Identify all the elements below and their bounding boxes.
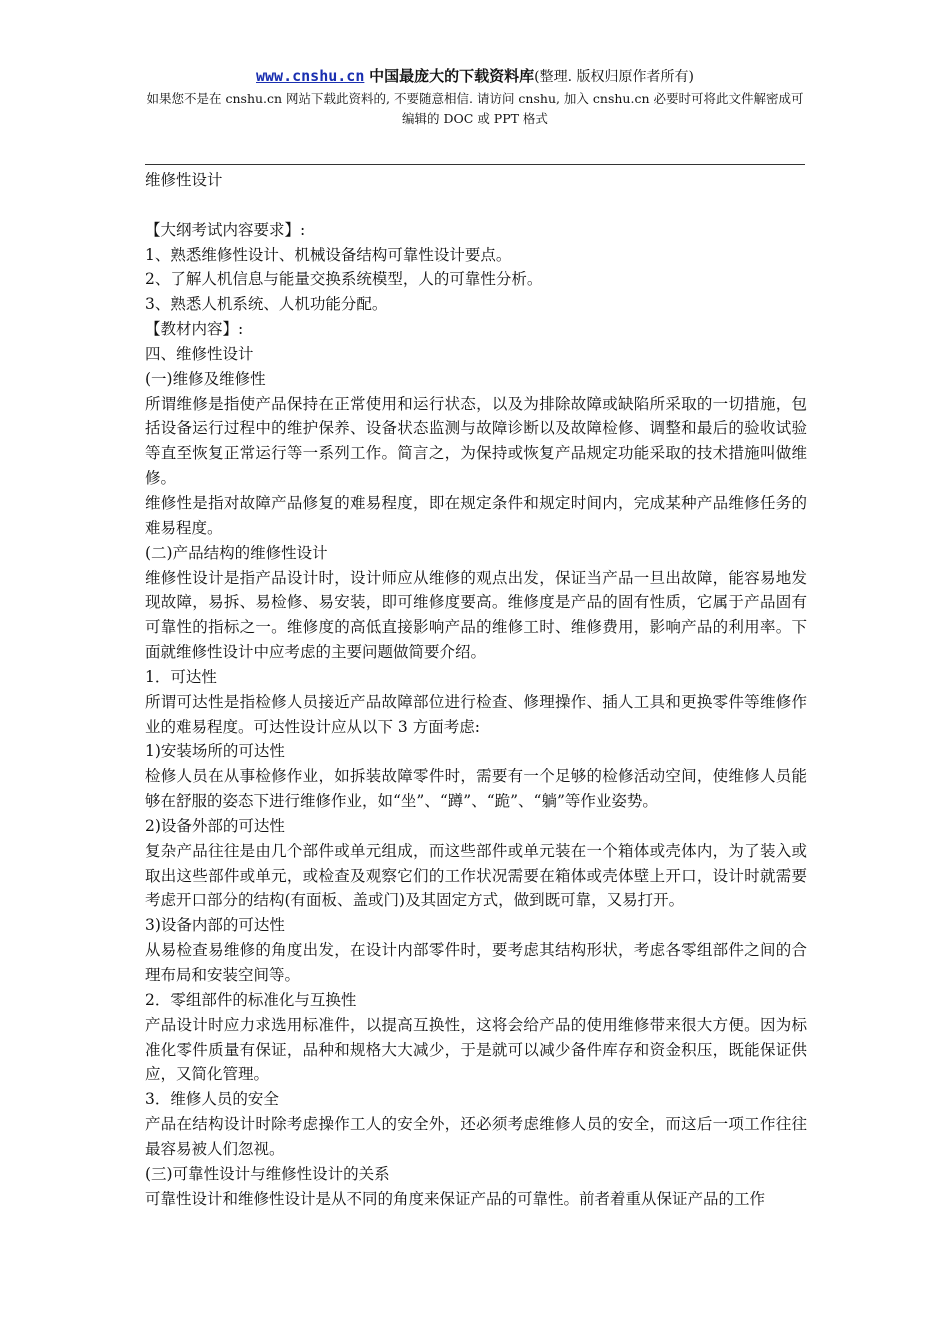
item-heading: 1)安装场所的可达性	[145, 742, 285, 761]
site-name: 中国最庞大的下载资料库	[369, 67, 535, 85]
section-heading: 四、维修性设计	[145, 344, 254, 363]
item-heading: 1．可达性	[145, 667, 217, 686]
paragraph: 检修人员在从事检修作业，如拆装故障零件时，需要有一个足够的检修活动空间，使维修人员能够在舒服的姿态下进行维修作业，如“坐”、“蹲”、“跪”、“躺”等作业姿势。	[145, 767, 807, 811]
paragraph: 2、了解人机信息与能量交换系统模型，人的可靠性分析。	[145, 270, 543, 289]
paragraph: 【教材内容】:	[145, 320, 244, 339]
item-heading: 3)设备内部的可达性	[145, 916, 285, 935]
item-heading: 2)设备外部的可达性	[145, 816, 285, 835]
paragraph: 产品设计时应力求选用标准件，以提高互换性，这将会给产品的使用维修带来很大方便。因为标准化零件质量有保证，品种和规格大大减少，于是就可以减少备件库存和资金积压，既能保证供应，又简化管理。	[145, 1015, 807, 1084]
paragraph: 维修性是指对故障产品修复的难易程度，即在规定条件和规定时间内，完成某种产品维修任务的难易程度。	[145, 493, 807, 537]
document-body	[145, 168, 807, 1211]
paragraph: 所谓维修是指使产品保持在正常使用和运行状态，以及为排除故障或缺陷所采取的一切措施，包括设备运行过程中的维护保养、设备状态监测与故障诊断以及故障检修、调整和最后的验收试验等直至恢复正常运行等一系列工作。简言之，为保持或恢复产品规定功能采取的技术措施叫做维修。	[145, 394, 807, 488]
subsection-heading: (二)产品结构的维修性设计	[145, 543, 328, 562]
blank-line	[145, 193, 807, 218]
paragraph: 复杂产品往往是由几个部件或单元组成，而这些部件或单元装在一个箱体或壳体内，为了装入或取出这些部件或单元，或检查及观察它们的工作状况需要在箱体或壳体壁上开口，设计时就需要考虑开口部分的结构(有面板、盖或门)及其固定方式，做到既可靠，又易打开。	[145, 841, 807, 910]
item-heading: 2．零组部件的标准化与互换性	[145, 990, 357, 1009]
document-title: 维修性设计	[145, 171, 223, 189]
item-heading: 3．维修人员的安全	[145, 1090, 279, 1109]
subsection-heading: (一)维修及维修性	[145, 369, 266, 388]
header-disclaimer: 如果您不是在 cnshu.cn 网站下载此资料的, 不要随意相信. 请访问 cnshu, 加入 cnshu.cn 必要时可将此文件解密成可编辑的 DOC 或 PPT 格式	[146, 91, 804, 126]
paragraph: 从易检查易维修的角度出发，在设计内部零件时，要考虑其结构形状，考虑各零组部件之间的合理布局和安装空间等。	[145, 941, 807, 984]
page-header	[145, 66, 805, 129]
paragraph: 所谓可达性是指检修人员接近产品故障部位进行检查、修理操作、插人工具和更换零件等维修作业的难易程度。可达性设计应从以下 3 方面考虑:	[145, 692, 807, 736]
paragraph: 维修性设计是指产品设计时，设计师应从维修的观点出发，保证当产品一旦出故障，能容易地发现故障，易拆、易检修、易安装，即可维修度要高。维修度是产品的固有性质，它属于产品固有可靠性的指标之一。维修度的高低直接影响产品的维修工时、维修费用，影响产品的利用率。下面就维修性设计中应考虑的主要问题做简要介绍。	[145, 568, 807, 662]
copyright-note: (整理. 版权归原作者所有)	[534, 69, 694, 85]
header-title-line	[145, 66, 805, 87]
site-url-link[interactable]: www.cnshu.cn	[256, 67, 365, 85]
subsection-heading: (三)可靠性设计与维修性设计的关系	[145, 1164, 390, 1183]
paragraph: 产品在结构设计时除考虑操作工人的安全外，还必须考虑维修人员的安全，而这后一项工作往往最容易被人们忽视。	[145, 1115, 807, 1158]
header-divider	[145, 164, 805, 165]
paragraph: 可靠性设计和维修性设计是从不同的角度来保证产品的可靠性。前者着重从保证产品的工作	[145, 1189, 766, 1208]
paragraph: 【大纲考试内容要求】:	[145, 220, 306, 239]
paragraph: 3、熟悉人机系统、人机功能分配。	[145, 295, 388, 314]
paragraph: 1、熟悉维修性设计、机械设备结构可靠性设计要点。	[145, 245, 512, 264]
